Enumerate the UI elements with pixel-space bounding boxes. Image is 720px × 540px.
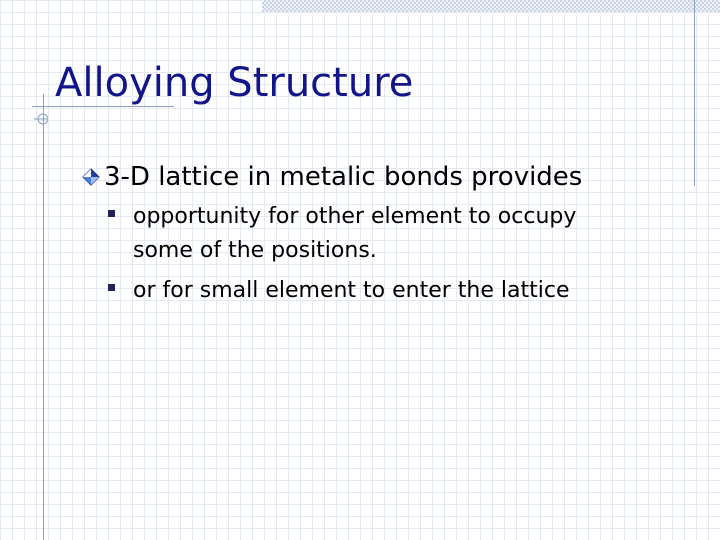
sub-bullet-line: or for small element to enter the lattice: [133, 278, 570, 303]
title-underline: [32, 106, 174, 107]
sub-bullet-item: [108, 200, 653, 268]
sub-bullet-line: opportunity for other element to occupy: [133, 204, 577, 229]
diamond-bullet-icon: [82, 168, 100, 186]
left-decor-line: [43, 94, 44, 540]
bullet-item: [82, 162, 582, 192]
square-bullet-icon: [108, 284, 115, 291]
sub-bullet-text: [133, 274, 653, 308]
right-decor-line: [694, 0, 695, 186]
sub-bullet-text: [133, 200, 653, 268]
square-bullet-icon: [108, 210, 115, 217]
slide-title: Alloying Structure: [55, 60, 414, 106]
sub-bullet-line: some of the positions.: [133, 238, 377, 263]
crosshair-icon: [34, 112, 48, 126]
bullet-text: 3-D lattice in metalic bonds provides: [104, 162, 583, 192]
sub-bullet-item: [108, 274, 653, 308]
header-pattern-band: [262, 0, 720, 12]
